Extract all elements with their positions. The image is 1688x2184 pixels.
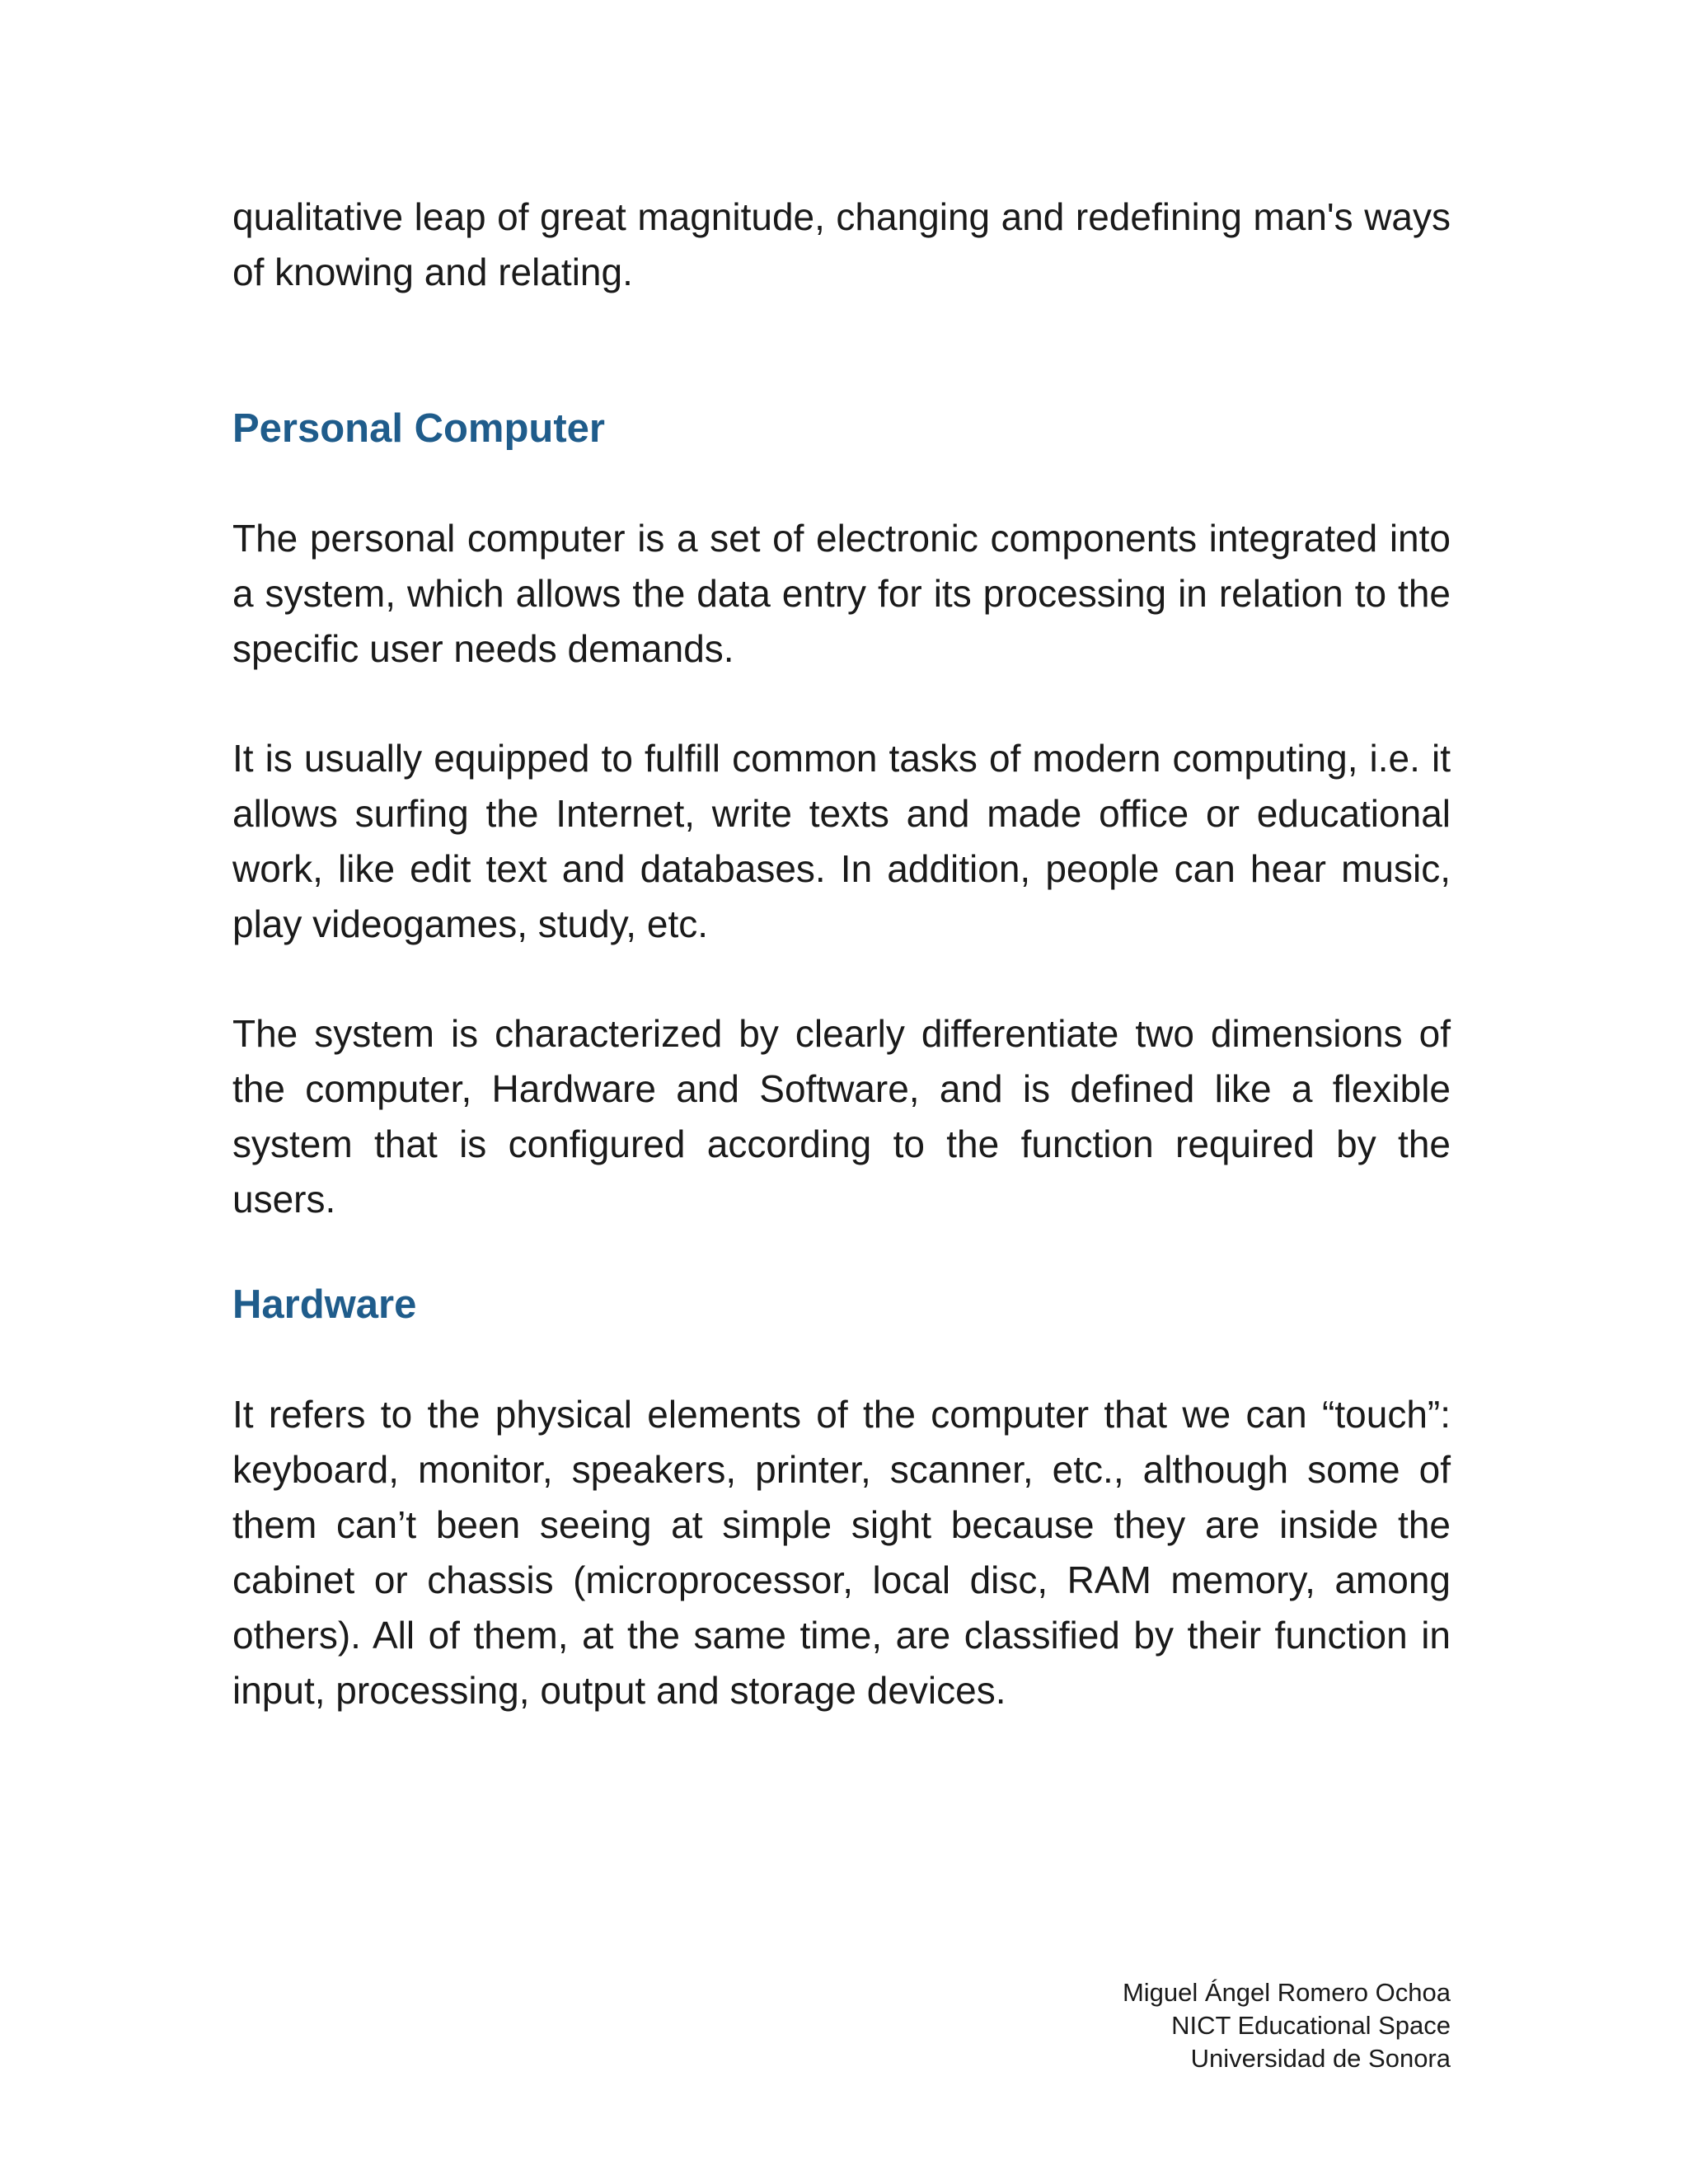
paragraph-pc-dimensions: The system is characterized by clearly differentiate two dimensions of the computer, Hardware and Software, and is defined like a flexible system that is configured according to the function required by the users. xyxy=(232,1012,1451,1221)
footer-author: Miguel Ángel Romero Ochoa xyxy=(1122,1978,1451,2007)
heading-hardware: Hardware xyxy=(232,1282,417,1327)
page-footer xyxy=(1123,1976,1451,2075)
paragraph-pc-tasks: It is usually equipped to fulfill common tasks of modern computing, i.e. it allows surfing the Internet, write texts and made office or educational work, like edit text and databases. In addition, people can hear music, play videogames, study, etc. xyxy=(232,737,1451,945)
document-body xyxy=(232,190,1451,1718)
paragraph-pc-definition: The personal computer is a set of electronic components integrated into a system, which allows the data entry for its processing in relation to the specific user needs demands. xyxy=(232,517,1451,670)
paragraph-hardware-definition: It refers to the physical elements of the computer that we can “touch”: keyboard, monitor, speakers, printer, scanner, etc., although some of them can’t been seeing at simple sight because they are inside the cabinet or chassis (microprocessor, local disc, RAM memory, among others). All of them, at the same time, are classified by their function in input, processing, output and storage devices. xyxy=(232,1393,1451,1712)
intro-paragraph: qualitative leap of great magnitude, changing and redefining man's ways of knowing and relating. xyxy=(232,195,1451,293)
heading-personal-computer: Personal Computer xyxy=(232,406,605,451)
footer-university: Universidad de Sonora xyxy=(1190,2044,1451,2073)
footer-space: NICT Educational Space xyxy=(1171,2011,1451,2040)
